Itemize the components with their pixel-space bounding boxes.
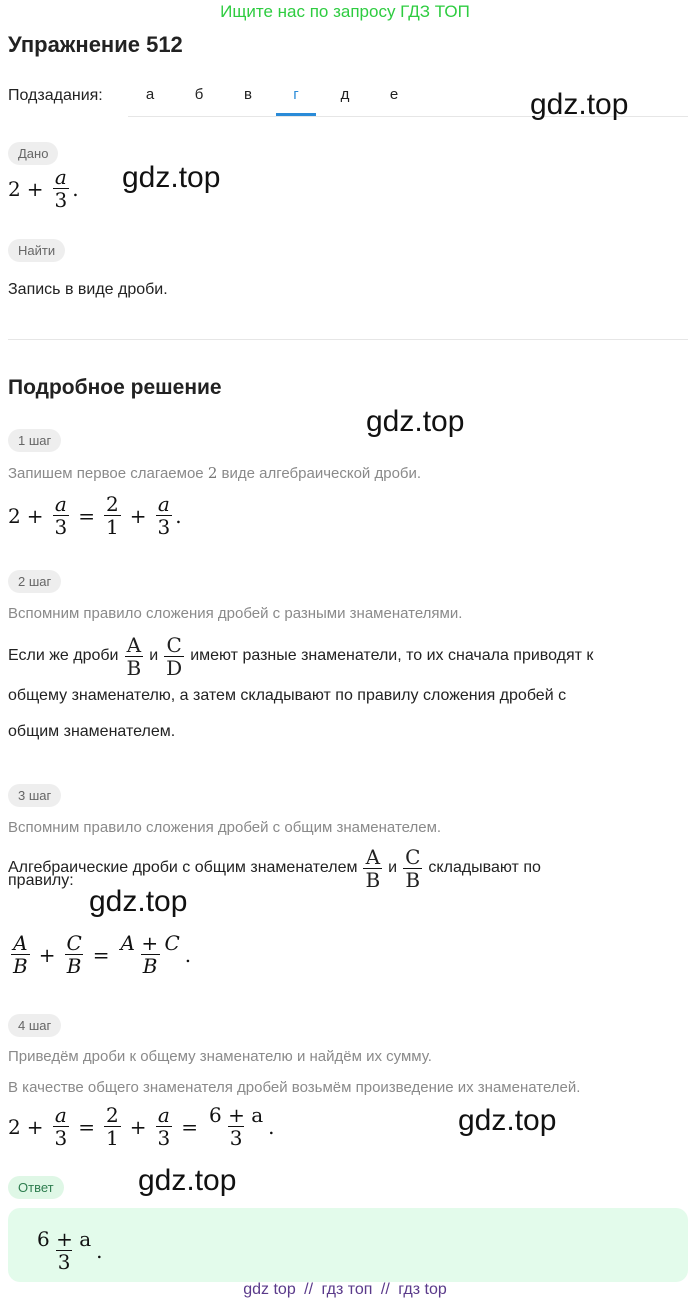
denominator: D bbox=[166, 655, 183, 680]
math-token: = bbox=[78, 1114, 95, 1139]
math-token: + bbox=[129, 503, 147, 528]
note-text: Запишем первое слагаемое bbox=[8, 465, 204, 482]
denominator: 3 bbox=[157, 1126, 171, 1150]
rule-line bbox=[8, 630, 593, 682]
denominator: B bbox=[405, 867, 421, 892]
numerator: A bbox=[126, 632, 142, 657]
numerator: C bbox=[405, 844, 421, 869]
fraction bbox=[53, 166, 70, 211]
math-token: 2 bbox=[8, 1114, 21, 1139]
denominator: B bbox=[13, 954, 28, 978]
active-tab-indicator bbox=[276, 113, 316, 116]
rule-line: правилу: bbox=[8, 872, 74, 889]
step-chip: 1 шаг bbox=[8, 429, 61, 452]
denominator: B bbox=[126, 655, 142, 680]
fraction bbox=[104, 1104, 121, 1149]
fraction bbox=[53, 1104, 70, 1149]
tab-b[interactable]: б bbox=[194, 86, 204, 103]
step-note: Вспомним правило сложения дробей с общим знаменателем. bbox=[8, 819, 442, 836]
note-text: виде алгебраической дроби. bbox=[221, 465, 422, 482]
math-token: + bbox=[129, 1114, 147, 1139]
math-token: = bbox=[181, 1114, 198, 1139]
math-token: + bbox=[26, 503, 44, 528]
numerator: C bbox=[66, 931, 82, 955]
math-token: + bbox=[26, 1114, 44, 1139]
rule-line: общим знаменателем. bbox=[8, 723, 176, 740]
tab-g[interactable]: г bbox=[293, 86, 299, 103]
math-token: 2 bbox=[8, 503, 21, 528]
tab-v[interactable]: в bbox=[244, 86, 252, 103]
note-number: 2 bbox=[207, 464, 218, 482]
fraction bbox=[53, 493, 70, 538]
denominator: B bbox=[365, 867, 381, 892]
numerator: A + C bbox=[120, 931, 180, 955]
denominator: 3 bbox=[57, 1250, 71, 1274]
numerator: A bbox=[13, 931, 28, 955]
numerator: 2 bbox=[106, 492, 119, 516]
numerator: a bbox=[54, 492, 67, 516]
divider bbox=[8, 339, 688, 340]
rule-text: имеют разные знаменатели, то их сначала приводят к bbox=[190, 647, 594, 664]
numerator: a bbox=[157, 492, 170, 516]
step-note: В качестве общего знаменателя дробей возьмём произведение их знаменателей. bbox=[8, 1079, 581, 1096]
tab-a[interactable]: а bbox=[145, 86, 155, 103]
footer-separator: // bbox=[380, 1281, 390, 1298]
footer-links bbox=[0, 1281, 690, 1299]
rule-text: складывают по bbox=[428, 859, 541, 876]
answer-chip: Ответ bbox=[8, 1176, 64, 1199]
step-note bbox=[8, 464, 421, 482]
rule-line: общему знаменателю, а затем складывают по правилу сложения дробей с bbox=[8, 687, 567, 704]
rule-text: и bbox=[388, 859, 398, 876]
footer-link[interactable]: гдз top bbox=[398, 1281, 447, 1298]
answer-expression bbox=[32, 1228, 102, 1273]
step-chip: 3 шаг bbox=[8, 784, 61, 807]
numerator: a bbox=[54, 1103, 67, 1127]
denominator: 3 bbox=[157, 515, 171, 539]
numerator: 6 + a bbox=[209, 1103, 264, 1127]
fraction bbox=[207, 1104, 265, 1149]
find-chip: Найти bbox=[8, 239, 65, 262]
page-title: Упражнение 512 bbox=[8, 32, 183, 57]
numerator: a bbox=[54, 165, 67, 189]
math-token: 2 bbox=[8, 176, 21, 201]
given-expression bbox=[8, 166, 79, 211]
denominator: 3 bbox=[54, 188, 68, 212]
fraction bbox=[104, 493, 121, 538]
watermark: gdz.top bbox=[122, 161, 221, 194]
numerator: 2 bbox=[106, 1103, 119, 1127]
fraction bbox=[11, 932, 30, 977]
search-banner: Ищите нас по запросу ГДЗ ТОП bbox=[220, 2, 470, 21]
footer-separator: // bbox=[304, 1281, 314, 1298]
fraction bbox=[35, 1228, 93, 1273]
numerator: a bbox=[157, 1103, 170, 1127]
math-token: = bbox=[78, 503, 95, 528]
fraction bbox=[156, 1104, 173, 1149]
math-token: = bbox=[92, 942, 110, 967]
math-token: . bbox=[96, 1238, 103, 1263]
denominator: 3 bbox=[54, 1126, 68, 1150]
rule-text: Если же дроби bbox=[8, 647, 119, 664]
watermark: gdz.top bbox=[530, 88, 629, 121]
watermark: gdz.top bbox=[366, 405, 465, 438]
rule-text: и bbox=[149, 647, 159, 664]
tab-d[interactable]: д bbox=[340, 86, 350, 103]
fraction bbox=[156, 493, 173, 538]
step-note: Приведём дроби к общему знаменателю и найдём их сумму. bbox=[8, 1048, 432, 1065]
watermark: gdz.top bbox=[89, 885, 188, 918]
watermark: gdz.top bbox=[458, 1104, 557, 1137]
rule-text: Алгебраические дроби с общим знаменателем bbox=[8, 859, 358, 876]
math-token: + bbox=[26, 176, 44, 201]
denominator: B bbox=[66, 954, 82, 978]
watermark: gdz.top bbox=[138, 1164, 237, 1197]
given-chip: Дано bbox=[8, 142, 58, 165]
fraction bbox=[125, 634, 144, 679]
step-chip: 4 шаг bbox=[8, 1014, 61, 1037]
answer-box bbox=[8, 1208, 688, 1282]
fraction bbox=[119, 932, 182, 977]
footer-link[interactable]: гдз топ bbox=[321, 1281, 373, 1298]
tab-e[interactable]: е bbox=[389, 86, 399, 103]
denominator: B bbox=[142, 954, 158, 978]
denominator: 1 bbox=[106, 515, 119, 539]
denominator: 3 bbox=[229, 1126, 243, 1150]
denominator: 3 bbox=[54, 515, 68, 539]
fraction bbox=[164, 634, 184, 679]
math-token: . bbox=[268, 1114, 275, 1139]
numerator: C bbox=[166, 632, 182, 657]
find-text: Запись в виде дроби. bbox=[8, 281, 168, 298]
numerator: 6 + a bbox=[37, 1227, 92, 1251]
footer-link[interactable]: gdz top bbox=[243, 1281, 296, 1298]
step4-expression bbox=[8, 1104, 274, 1149]
math-token: . bbox=[72, 176, 79, 201]
subtasks-label: Подзадания: bbox=[8, 87, 103, 104]
math-token: . bbox=[175, 503, 182, 528]
fraction bbox=[363, 846, 382, 891]
solution-title: Подробное решение bbox=[8, 376, 222, 399]
rule-line bbox=[8, 842, 541, 894]
step3-expression bbox=[8, 932, 191, 977]
fraction bbox=[403, 846, 422, 891]
numerator: A bbox=[365, 844, 381, 869]
step1-expression bbox=[8, 493, 182, 538]
math-token: . bbox=[184, 942, 192, 967]
step-chip: 2 шаг bbox=[8, 570, 61, 593]
denominator: 1 bbox=[106, 1126, 119, 1150]
step-note: Вспомним правило сложения дробей с разными знаменателями. bbox=[8, 605, 463, 622]
math-token: + bbox=[38, 942, 56, 967]
fraction bbox=[64, 932, 83, 977]
